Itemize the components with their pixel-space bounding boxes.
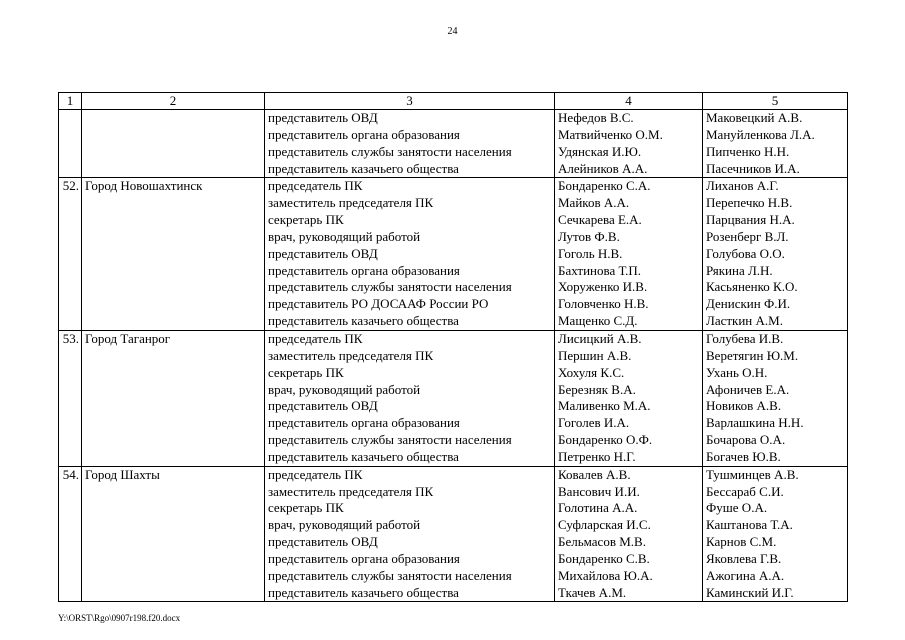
main-member-line: Першин А.В. bbox=[558, 347, 632, 363]
reserve-member-cell bbox=[703, 466, 848, 602]
reserve-member-line: Варлашкина Н.Н. bbox=[706, 415, 804, 431]
main-member-cell bbox=[555, 178, 703, 331]
reserve-member-line: Маковецкий А.В. bbox=[706, 110, 803, 125]
reserve-member-line: Голубова О.О. bbox=[706, 245, 785, 261]
main-member-line: Лисицкий А.В. bbox=[558, 330, 642, 346]
main-member-cell bbox=[555, 110, 703, 178]
role-line: представитель органа образования bbox=[268, 415, 460, 431]
role-line: представитель казачьего общества bbox=[268, 448, 459, 464]
reserve-member-line: Яковлева Г.В. bbox=[706, 550, 782, 566]
file-path-footer: Y:\ORST\Rgo\0907r198.f20.docx bbox=[58, 613, 181, 623]
role-line: председатель ПК bbox=[268, 466, 363, 482]
role-line: заместитель председателя ПК bbox=[268, 483, 434, 499]
main-member-line: Бондаренко С.А. bbox=[558, 178, 651, 194]
reserve-member-cell bbox=[703, 178, 848, 331]
reserve-member-line: Ласткин А.М. bbox=[706, 313, 783, 329]
city-name: Город Шахты bbox=[82, 466, 265, 602]
table-row bbox=[59, 466, 848, 602]
main-member-cell bbox=[555, 466, 703, 602]
column-header-3: 3 bbox=[265, 93, 555, 110]
main-member-line: Майков А.А. bbox=[558, 195, 630, 211]
role-line: заместитель председателя ПК bbox=[268, 195, 434, 211]
main-member-line: Бахтинова Т.П. bbox=[558, 262, 642, 278]
main-member-line: Хоруженко И.В. bbox=[558, 279, 648, 295]
role-line: представитель органа образования bbox=[268, 262, 460, 278]
role-cell bbox=[265, 110, 555, 178]
main-member-line: Бондаренко С.В. bbox=[558, 550, 650, 566]
reserve-member-cell bbox=[703, 330, 848, 466]
role-line: председатель ПК bbox=[268, 178, 363, 194]
reserve-member-line: Рякина Л.Н. bbox=[706, 262, 773, 278]
role-line: представитель службы занятости населения bbox=[268, 279, 512, 295]
role-line: врач, руководящий работой bbox=[268, 228, 421, 244]
role-line: секретарь ПК bbox=[268, 500, 344, 516]
city-name: Город Таганрог bbox=[82, 330, 265, 466]
table-header-row bbox=[59, 93, 848, 110]
row-number bbox=[59, 110, 82, 178]
row-number: 52. bbox=[59, 178, 82, 331]
main-member-line: Хохуля К.С. bbox=[558, 364, 625, 380]
reserve-member-line: Денискин Ф.И. bbox=[706, 296, 791, 312]
main-member-line: Сечкарева Е.А. bbox=[558, 212, 642, 228]
reserve-member-line: Пасечников И.А. bbox=[706, 160, 800, 176]
table-row bbox=[59, 330, 848, 466]
main-member-line: Голотина А.А. bbox=[558, 500, 638, 516]
role-cell bbox=[265, 466, 555, 602]
reserve-member-line: Мануйленкова Л.А. bbox=[706, 126, 815, 142]
reserve-member-line: Каштанова Т.А. bbox=[706, 517, 793, 533]
main-member-line: Петренко Н.Г. bbox=[558, 448, 636, 464]
main-member-line: Матвийченко О.М. bbox=[558, 126, 663, 142]
table-body bbox=[59, 110, 848, 602]
main-member-line: Ковалев А.В. bbox=[558, 466, 631, 482]
reserve-member-line: Афоничев Е.А. bbox=[706, 381, 790, 397]
reserve-member-line: Лиханов А.Г. bbox=[706, 178, 779, 194]
reserve-member-line: Парцвания Н.А. bbox=[706, 212, 795, 228]
main-member-line: Бондаренко О.Ф. bbox=[558, 432, 653, 448]
reserve-member-line: Фуше О.А. bbox=[706, 500, 768, 516]
role-line: представитель казачьего общества bbox=[268, 313, 459, 329]
city-name bbox=[82, 110, 265, 178]
role-line: представитель службы занятости населения bbox=[268, 432, 512, 448]
role-line: врач, руководящий работой bbox=[268, 381, 421, 397]
main-member-line: Михайлова Ю.А. bbox=[558, 567, 653, 583]
role-cell bbox=[265, 330, 555, 466]
commission-table bbox=[58, 92, 848, 602]
main-member-line: Суфларская И.С. bbox=[558, 517, 651, 533]
main-member-line: Вансович И.И. bbox=[558, 483, 640, 499]
column-header-4: 4 bbox=[555, 93, 703, 110]
table-row bbox=[59, 178, 848, 331]
reserve-member-line: Голубева И.В. bbox=[706, 330, 784, 346]
role-line: представитель казачьего общества bbox=[268, 584, 459, 600]
role-line: представитель ОВД bbox=[268, 245, 378, 261]
main-member-line: Маливенко М.А. bbox=[558, 398, 651, 414]
reserve-member-line: Ухань О.Н. bbox=[706, 364, 768, 380]
page-number: 24 bbox=[447, 26, 458, 37]
column-header-2: 2 bbox=[82, 93, 265, 110]
main-member-line: Мащенко С.Д. bbox=[558, 313, 638, 329]
role-line: председатель ПК bbox=[268, 330, 363, 346]
reserve-member-line: Новиков А.В. bbox=[706, 398, 782, 414]
reserve-member-line: Перепечко Н.В. bbox=[706, 195, 793, 211]
main-member-line: Лутов Ф.В. bbox=[558, 228, 620, 244]
role-line: врач, руководящий работой bbox=[268, 517, 421, 533]
reserve-member-cell bbox=[703, 110, 848, 178]
main-member-line: Нефедов В.С. bbox=[558, 110, 634, 125]
main-member-cell bbox=[555, 330, 703, 466]
main-member-line: Алейников А.А. bbox=[558, 160, 648, 176]
reserve-member-line: Ажогина А.А. bbox=[706, 567, 785, 583]
role-line: секретарь ПК bbox=[268, 364, 344, 380]
reserve-member-line: Бессараб С.И. bbox=[706, 483, 784, 499]
city-name: Город Новошахтинск bbox=[82, 178, 265, 331]
main-member-line: Березняк В.А. bbox=[558, 381, 636, 397]
main-member-line: Ткачев А.М. bbox=[558, 584, 627, 600]
reserve-member-line: Богачев Ю.В. bbox=[706, 448, 781, 464]
row-number: 53. bbox=[59, 330, 82, 466]
role-line: представитель РО ДОСААФ России РО bbox=[268, 296, 489, 312]
reserve-member-line: Каминский И.Г. bbox=[706, 584, 794, 600]
main-member-line: Головченко Н.В. bbox=[558, 296, 649, 312]
role-line: секретарь ПК bbox=[268, 212, 344, 228]
role-line: представитель ОВД bbox=[268, 534, 378, 550]
reserve-member-line: Веретягин Ю.М. bbox=[706, 347, 799, 363]
reserve-member-line: Бочарова О.А. bbox=[706, 432, 786, 448]
role-line: представитель ОВД bbox=[268, 398, 378, 414]
main-member-line: Удянская И.Ю. bbox=[558, 143, 642, 159]
column-header-1: 1 bbox=[59, 93, 82, 110]
role-line: представитель службы занятости населения bbox=[268, 143, 512, 159]
table-row bbox=[59, 110, 848, 178]
role-cell bbox=[265, 178, 555, 331]
reserve-member-line: Пипченко Н.Н. bbox=[706, 143, 790, 159]
reserve-member-line: Карнов С.М. bbox=[706, 534, 777, 550]
column-header-5: 5 bbox=[703, 93, 848, 110]
role-line: заместитель председателя ПК bbox=[268, 347, 434, 363]
role-line: представитель органа образования bbox=[268, 126, 460, 142]
main-member-line: Бельмасов М.В. bbox=[558, 534, 646, 550]
reserve-member-line: Розенберг В.Л. bbox=[706, 228, 789, 244]
row-number: 54. bbox=[59, 466, 82, 602]
role-line: представитель органа образования bbox=[268, 550, 460, 566]
main-member-line: Гоголев И.А. bbox=[558, 415, 630, 431]
role-line: представитель казачьего общества bbox=[268, 160, 459, 176]
reserve-member-line: Касьяненко К.О. bbox=[706, 279, 798, 295]
role-line: представитель службы занятости населения bbox=[268, 567, 512, 583]
role-line: представитель ОВД bbox=[268, 110, 378, 125]
main-member-line: Гоголь Н.В. bbox=[558, 245, 623, 261]
reserve-member-line: Тушминцев А.В. bbox=[706, 466, 799, 482]
